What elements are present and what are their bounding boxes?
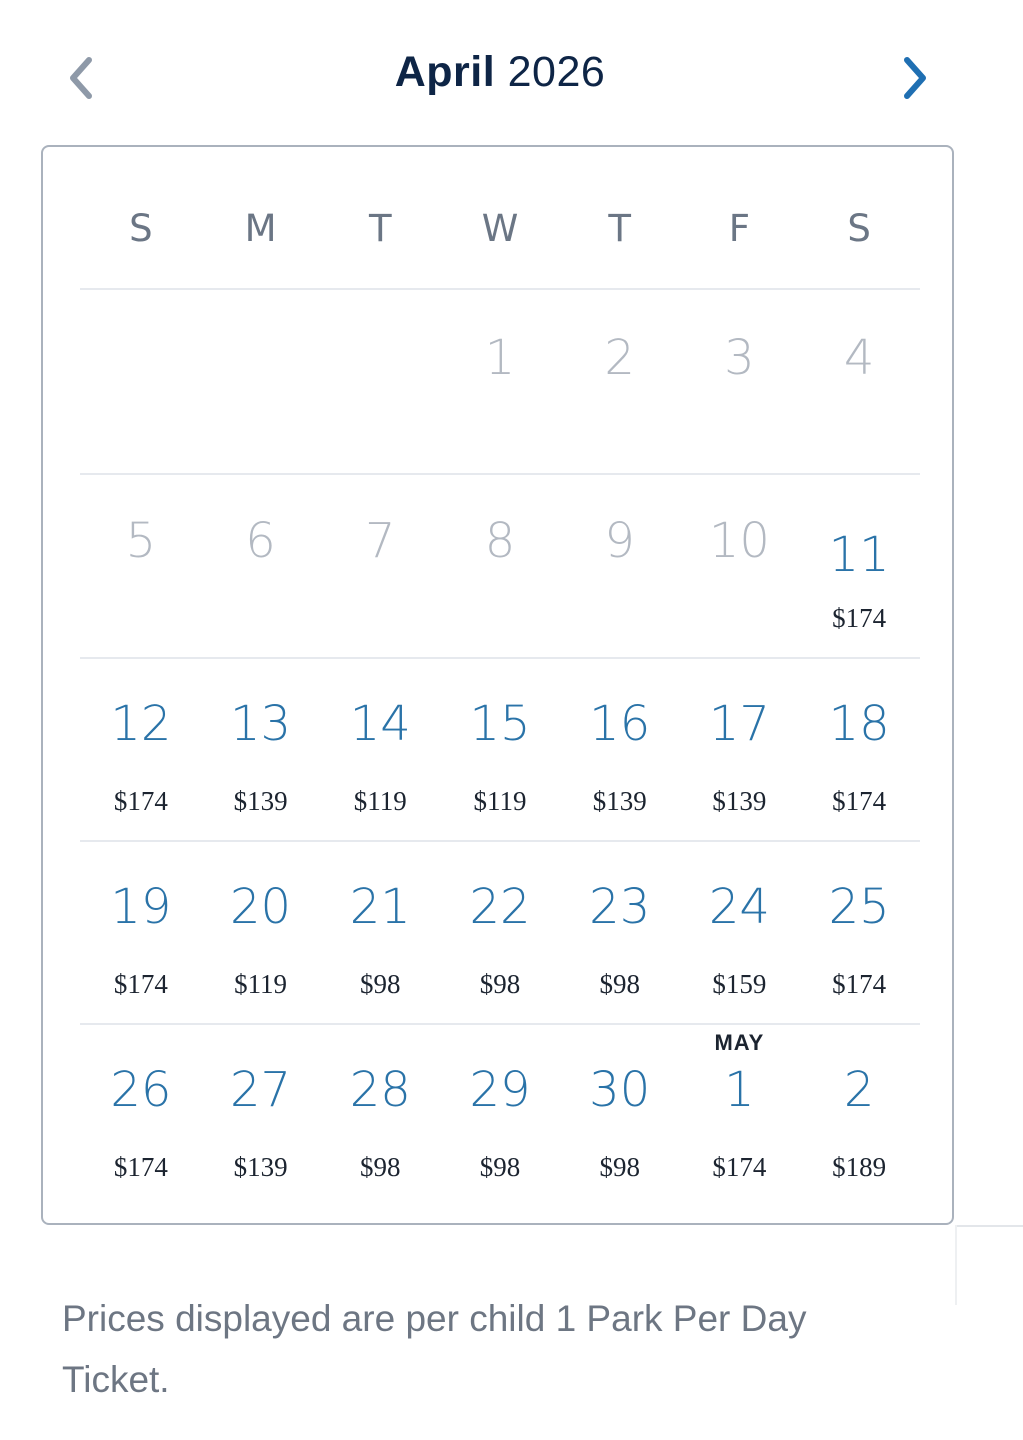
weekday-saturday: S [847,207,871,250]
day-cell-available[interactable] [680,656,800,839]
weekday-header [81,207,919,263]
day-number: 26 [110,1062,172,1118]
day-price: $174 [712,1152,767,1182]
day-cell-unavailable [560,290,680,473]
day-number: 1 [724,1062,755,1118]
day-cell-unavailable [81,473,201,656]
day-price: $139 [233,786,288,816]
day-cell-available[interactable] [81,1022,201,1205]
day-price: $98 [599,1152,640,1182]
day-price: $174 [832,603,887,633]
day-number: 8 [484,513,516,569]
day-cell-available[interactable] [680,1022,800,1205]
day-number: 6 [245,513,276,569]
day-number: 28 [349,1062,411,1118]
week-row [81,839,919,1022]
day-number: 27 [230,1062,292,1118]
week-row [81,1022,919,1205]
day-cell-available[interactable] [560,656,680,839]
day-number: 2 [843,1062,875,1118]
day-price: $98 [360,969,401,999]
day-cell-unavailable [560,473,680,656]
day-cell-unavailable [201,473,321,656]
divider [955,1225,1023,1227]
day-cell-available[interactable] [320,656,440,839]
day-cell-unavailable [680,290,800,473]
empty-day-cell [201,290,321,473]
day-number: 2 [604,330,635,386]
day-number: 30 [589,1062,651,1118]
next-month-button[interactable] [888,50,940,106]
weekday-monday: M [244,207,277,250]
day-number: 23 [589,879,651,935]
day-cell-available[interactable] [799,839,919,1022]
day-price: $174 [113,969,168,999]
day-price: $98 [599,969,640,999]
day-number: 1 [484,330,516,386]
day-number: 7 [365,513,396,569]
month-label: April [394,48,496,96]
weekday-tuesday: T [368,207,392,250]
weekday-sunday: S [129,207,153,250]
empty-day-cell [320,290,440,473]
day-cell-available[interactable] [201,1022,321,1205]
weekday-thursday: T [608,207,631,250]
day-price: $139 [712,786,767,816]
day-price: $139 [592,786,647,816]
day-cell-available[interactable] [560,1022,680,1205]
day-number: 14 [349,696,411,752]
day-cell-unavailable [440,290,560,473]
day-number: 3 [724,330,755,386]
weekday-friday: F [728,207,751,250]
month-tag: MAY [714,1030,765,1055]
day-number: 21 [349,879,411,935]
day-price: $174 [832,969,887,999]
empty-day-cell [81,290,201,473]
page-title [0,48,1000,97]
day-price: $119 [353,786,407,816]
day-number: 17 [708,696,770,752]
day-number: 10 [708,513,770,569]
day-number: 19 [110,879,172,935]
day-number: 22 [469,879,531,935]
year-label: 2026 [507,48,606,96]
day-number: 29 [469,1062,531,1118]
day-number: 5 [125,513,157,569]
day-cell-available[interactable] [560,839,680,1022]
day-price: $119 [234,969,288,999]
day-cell-available[interactable] [680,839,800,1022]
day-number: 15 [469,696,531,752]
divider [955,1225,957,1305]
day-cell-unavailable [320,473,440,656]
day-number: 24 [708,879,770,935]
month-header [0,40,1023,112]
day-cell-available[interactable] [440,839,560,1022]
day-cell-available[interactable] [799,473,919,656]
price-disclaimer: Prices displayed are per child 1 Park Per Day Ticket. [62,1298,807,1400]
day-cell-available[interactable] [201,839,321,1022]
day-price: $189 [832,1152,887,1182]
day-number: 13 [230,696,292,752]
calendar-weeks [81,290,919,1205]
day-cell-available[interactable] [440,1022,560,1205]
day-price: $139 [233,1152,288,1182]
day-cell-available[interactable] [81,656,201,839]
day-cell-available[interactable] [320,1022,440,1205]
day-number: 16 [589,696,651,752]
day-price: $98 [360,1152,401,1182]
day-cell-unavailable [799,290,919,473]
week-row [81,290,919,473]
day-number: 4 [843,330,875,386]
day-price: $119 [473,786,527,816]
day-price: $174 [113,1152,168,1182]
day-number: 25 [828,879,890,935]
day-number: 11 [828,527,890,583]
day-price: $174 [113,786,168,816]
day-cell-unavailable [440,473,560,656]
day-number: 9 [604,513,635,569]
day-price: $159 [712,969,767,999]
day-number: 20 [230,879,292,935]
calendar-grid [41,145,954,1225]
day-number: 18 [828,696,890,752]
week-row [81,656,919,839]
day-cell-available[interactable] [799,656,919,839]
day-cell-available[interactable] [320,839,440,1022]
day-price: $174 [832,786,887,816]
day-cell-available[interactable] [440,656,560,839]
day-cell-available[interactable] [81,839,201,1022]
day-price: $98 [479,1152,521,1182]
chevron-right-icon [899,56,929,100]
day-cell-unavailable [680,473,800,656]
week-row [81,473,919,656]
day-number: 12 [110,696,172,752]
day-cell-available[interactable] [799,1022,919,1205]
day-cell-available[interactable] [201,656,321,839]
day-price: $98 [479,969,521,999]
weekday-wednesday: W [481,207,519,250]
